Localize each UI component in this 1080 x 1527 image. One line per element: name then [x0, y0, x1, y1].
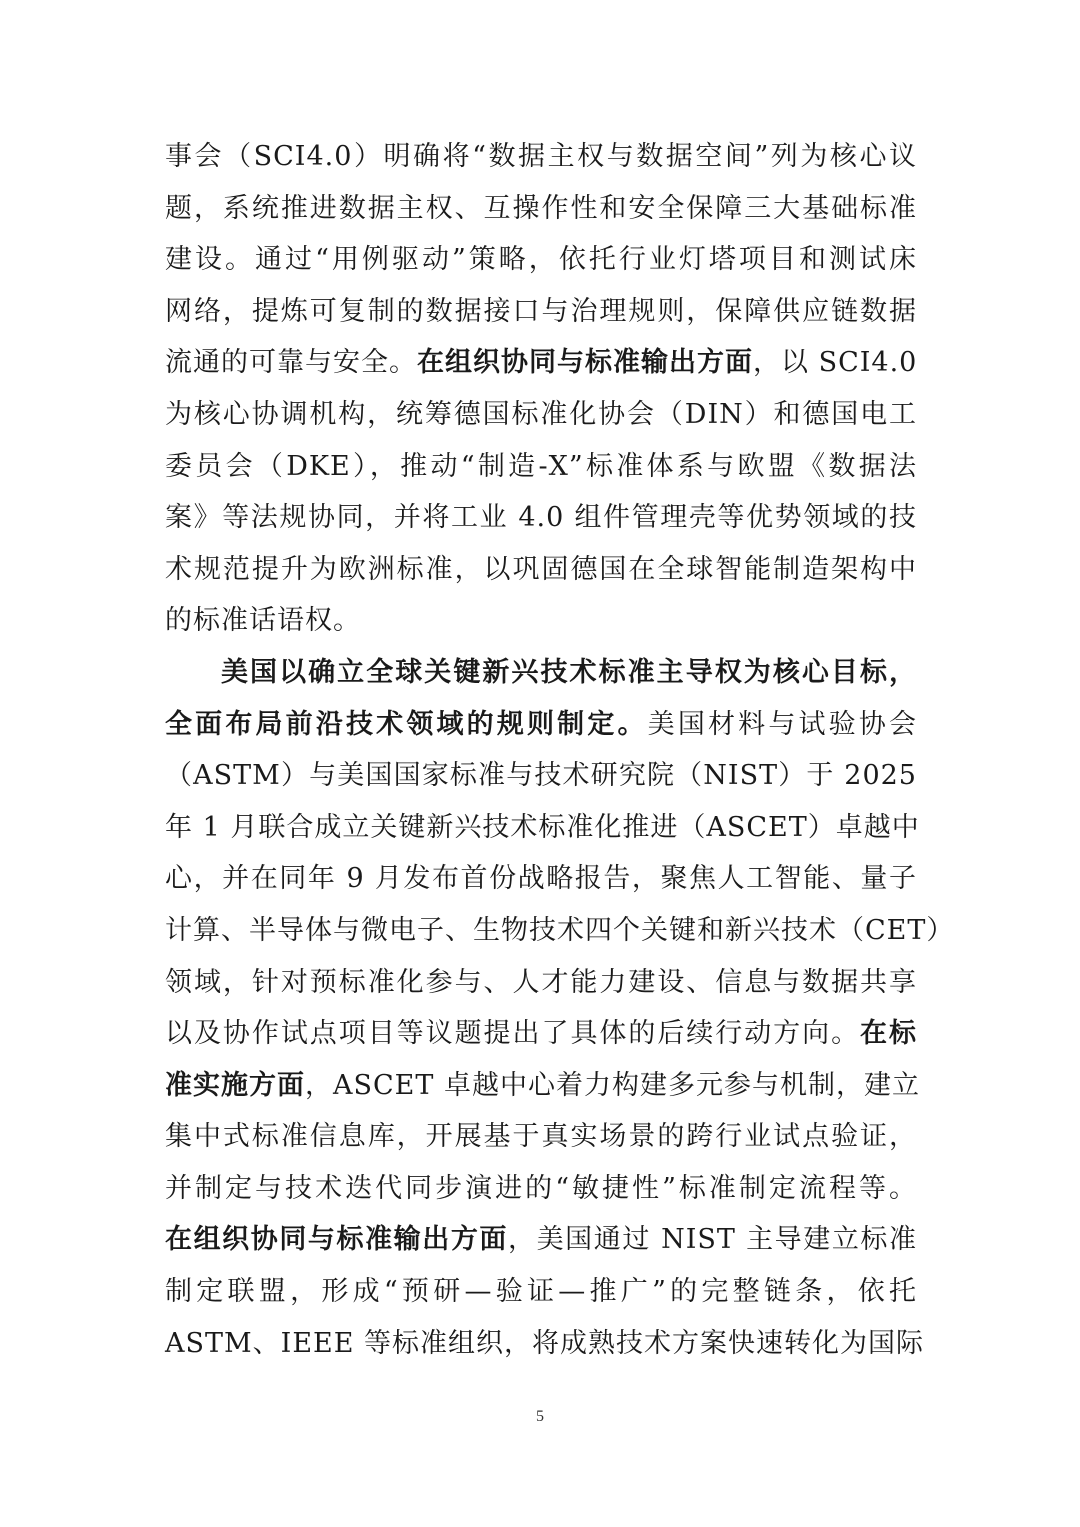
bold-text-segment: 美国以确立全球关键新兴技术标准主导权为核心目标，	[221, 656, 917, 688]
text-line	[165, 802, 920, 854]
text-segment: ，美国通过 NIST 主导建立标准	[508, 1224, 917, 1256]
text-segment: ASTM、IEEE 等标准组织，将成熟技术方案快速转化为国际	[165, 1327, 925, 1359]
text-line	[165, 286, 917, 338]
text-segment: 制定联盟，形成“预研—验证—推广”的完整链条，依托	[165, 1276, 917, 1308]
bold-text-segment: 在组织协同与标准输出方面	[417, 347, 753, 379]
text-segment: 为核心协调机构，统筹德国标准化协会（DIN）和德国电工	[165, 398, 917, 430]
text-line	[165, 492, 917, 544]
text-line	[165, 1318, 925, 1370]
text-segment: 以及协作试点项目等议题提出了具体的后续行动方向。	[165, 1018, 861, 1050]
text-line	[165, 957, 917, 1009]
text-segment: 计算、半导体与微电子、生物技术四个关键和新兴技术（CET）	[165, 914, 955, 946]
text-line	[165, 905, 955, 957]
text-segment: （ASTM）与美国国家标准与技术研究院（NIST）于 2025	[165, 760, 917, 792]
text-segment: 年 1 月联合成立关键新兴技术标准化推进（ASCET）卓越中	[165, 811, 920, 843]
text-segment: 建设。通过“用例驱动”策略，依托行业灯塔项目和测试床	[165, 244, 917, 276]
text-line	[165, 1163, 917, 1215]
text-segment: 流通的可靠与安全。	[165, 347, 417, 379]
text-line	[165, 853, 917, 905]
bold-text-segment: 全面布局前沿技术领域的规则制定。	[165, 708, 648, 740]
text-line	[165, 131, 917, 183]
text-segment: 事会（SCI4.0）明确将“数据主权与数据空间”列为核心议	[165, 141, 917, 172]
text-segment: 术规范提升为欧洲标准，以巩固德国在全球智能制造架构中	[165, 553, 917, 585]
text-segment: 领域，针对预标准化参与、人才能力建设、信息与数据共享	[165, 966, 917, 998]
text-segment: 并制定与技术迭代同步演进的“敏捷性”标准制定流程等。	[165, 1172, 917, 1204]
text-line	[165, 750, 917, 802]
text-segment: 的标准话语权。	[165, 605, 361, 637]
document-body	[165, 131, 955, 1369]
text-line	[165, 647, 917, 699]
bold-text-segment: 在组织协同与标准输出方面	[165, 1224, 509, 1256]
text-segment: 美国材料与试验协会	[647, 708, 918, 740]
text-segment: 委员会（DKE），推动“制造-X”标准体系与欧盟《数据法	[165, 450, 917, 482]
bold-text-segment: 准实施方面	[165, 1069, 305, 1101]
page-number: 5	[536, 1408, 544, 1425]
text-line	[165, 595, 917, 647]
text-line	[165, 183, 917, 235]
text-line	[165, 544, 917, 596]
text-line	[165, 1266, 917, 1318]
text-segment: 心，并在同年 9 月发布首份战略报告，聚焦人工智能、量子	[165, 863, 917, 895]
text-line	[165, 1008, 917, 1060]
text-segment: 网络，提炼可复制的数据接口与治理规则，保障供应链数据	[165, 295, 917, 327]
text-line	[165, 337, 917, 389]
text-segment: 集中式标准信息库，开展基于真实场景的跨行业试点验证，	[165, 1121, 917, 1153]
text-line	[165, 699, 917, 751]
text-segment: 题，系统推进数据主权、互操作性和安全保障三大基础标准	[165, 192, 917, 224]
text-segment: 案》等法规协同，并将工业 4.0 组件管理壳等优势领域的技	[165, 502, 917, 534]
text-segment: ，ASCET 卓越中心着力构建多元参与机制，建立	[305, 1069, 920, 1101]
bold-text-segment: 在标	[860, 1018, 918, 1050]
text-line	[165, 1060, 920, 1112]
text-line	[165, 234, 917, 286]
text-segment: ，以 SCI4.0	[753, 347, 918, 379]
text-line	[165, 1111, 917, 1163]
text-line	[165, 441, 917, 493]
text-line	[165, 389, 917, 441]
text-line	[165, 1214, 917, 1266]
